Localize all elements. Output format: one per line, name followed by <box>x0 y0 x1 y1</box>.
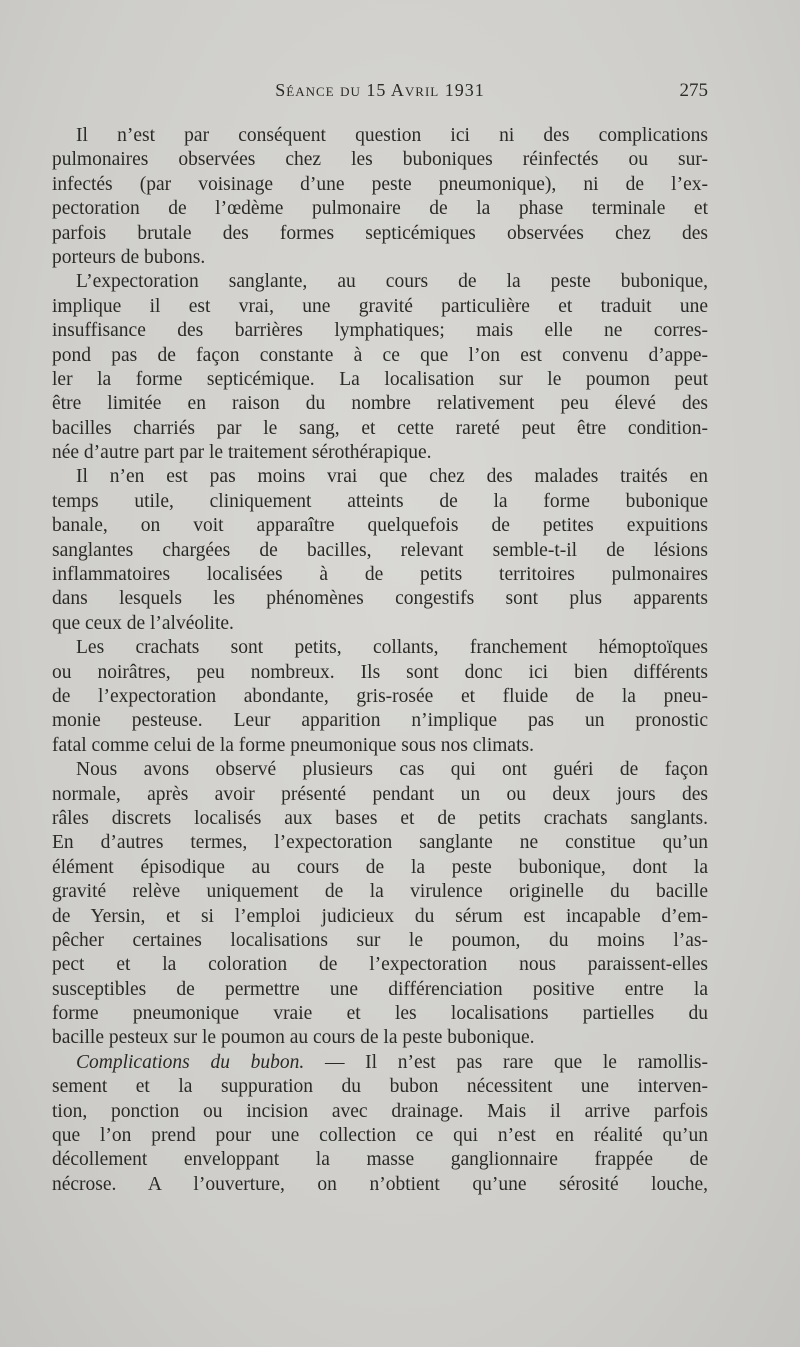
text-line: bacille pesteux sur le poumon au cours de la peste bubonique. <box>52 1027 535 1049</box>
text-line: râles discrets localisés aux bases et de petits crachats sanglants. <box>52 807 708 829</box>
text-line: Il n’est par conséquent question ici ni des complications <box>76 125 708 146</box>
text-line: susceptibles de permettre une différenciation positive entre la <box>52 978 708 1000</box>
text-line: née d’autre part par le traitement sérothérapique. <box>52 442 432 464</box>
text-line: Complications du bubon. — Il n’est pas rare que le ramollis- <box>76 1051 708 1073</box>
text-line: monie pesteuse. Leur apparition n’implique pas un pronostic <box>52 710 708 732</box>
text-line: que ceux de l’alvéolite. <box>52 612 234 634</box>
text-line: de Yersin, et si l’emploi judicieux du sérum est incapable d’em- <box>52 905 708 927</box>
text-line: que l’on prend pour une collection ce qui n’est en réalité qu’un <box>52 1125 708 1147</box>
text-line: dans lesquels les phénomènes congestifs sont plus apparents <box>52 588 708 610</box>
text-line: temps utile, cliniquement atteints de la forme bubonique <box>52 490 708 512</box>
text-line: infectés (par voisinage d’une peste pneumonique), ni de l’ex- <box>52 173 708 195</box>
text-line: Nous avons observé plusieurs cas qui ont guéri de façon <box>76 759 708 781</box>
page-number: 275 <box>679 80 708 101</box>
text-line: être limitée en raison du nombre relativement peu élevé des <box>52 393 708 415</box>
text-line: fatal comme celui de la forme pneumonique sous nos climats. <box>52 734 534 756</box>
text-line: Les crachats sont petits, collants, franchement hémoptoïques <box>76 637 708 659</box>
running-title: Séance du 15 Avril 1931 <box>275 80 485 100</box>
text-line: parfois brutale des formes septicémiques observées chez des <box>52 222 708 244</box>
text-line: élément épisodique au cours de la peste bubonique, dont la <box>52 856 708 878</box>
text-line: sanglantes chargées de bacilles, relevant semble-t-il de lésions <box>52 539 708 561</box>
text-line: sement et la suppuration du bubon nécessitent une interven- <box>52 1076 708 1098</box>
text-line: insuffisance des barrières lymphatiques; mais elle ne corres- <box>52 320 708 342</box>
text-line: En d’autres termes, l’expectoration sanglante ne constitue qu’un <box>52 832 708 854</box>
text-line: pêcher certaines localisations sur le poumon, du moins l’as- <box>52 929 708 951</box>
text-line: L’expectoration sanglante, au cours de la peste bubonique, <box>76 271 708 293</box>
section-heading: Complications du bubon. <box>76 1051 305 1073</box>
text-line: porteurs de bubons. <box>52 246 206 268</box>
text-line: pond pas de façon constante à ce que l’on est convenu d’appe- <box>52 344 708 366</box>
text-line: nécrose. A l’ouverture, on n’obtient qu’une sérosité louche, <box>52 1173 708 1195</box>
page-header <box>52 80 708 104</box>
text-line: décollement enveloppant la masse ganglionnaire frappée de <box>52 1149 708 1171</box>
text-line: banale, on voit apparaître quelquefois de petites expuitions <box>52 515 708 537</box>
text-line: inflammatoires localisées à de petits territoires pulmonaires <box>52 564 708 586</box>
text-line: pect et la coloration de l’expectoration nous paraissent-elles <box>52 954 708 976</box>
text-line: de l’expectoration abondante, gris-rosée et fluide de la pneu- <box>52 685 708 707</box>
body-text <box>52 124 708 1197</box>
text-line: forme pneumonique vraie et les localisations partielles du <box>52 1003 708 1025</box>
text-line: bacilles charriés par le sang, et cette rareté peut être condition- <box>52 417 708 439</box>
text-line: ler la forme septicémique. La localisation sur le poumon peut <box>52 368 708 390</box>
text-line: ou noirâtres, peu nombreux. Ils sont donc ici bien différents <box>52 661 708 683</box>
text-line: pectoration de l’œdème pulmonaire de la phase terminale et <box>52 198 708 220</box>
text-line: implique il est vrai, une gravité particulière et traduit une <box>52 295 708 317</box>
text-line: gravité relève uniquement de la virulence originelle du bacille <box>52 881 708 903</box>
text-line: normale, après avoir présenté pendant un ou deux jours des <box>52 783 708 805</box>
text-line: tion, ponction ou incision avec drainage. Mais il arrive parfois <box>52 1100 708 1122</box>
text-line: pulmonaires observées chez les buboniques réinfectés ou sur- <box>52 149 708 171</box>
text-line: Il n’en est pas moins vrai que chez des malades traités en <box>76 466 708 488</box>
